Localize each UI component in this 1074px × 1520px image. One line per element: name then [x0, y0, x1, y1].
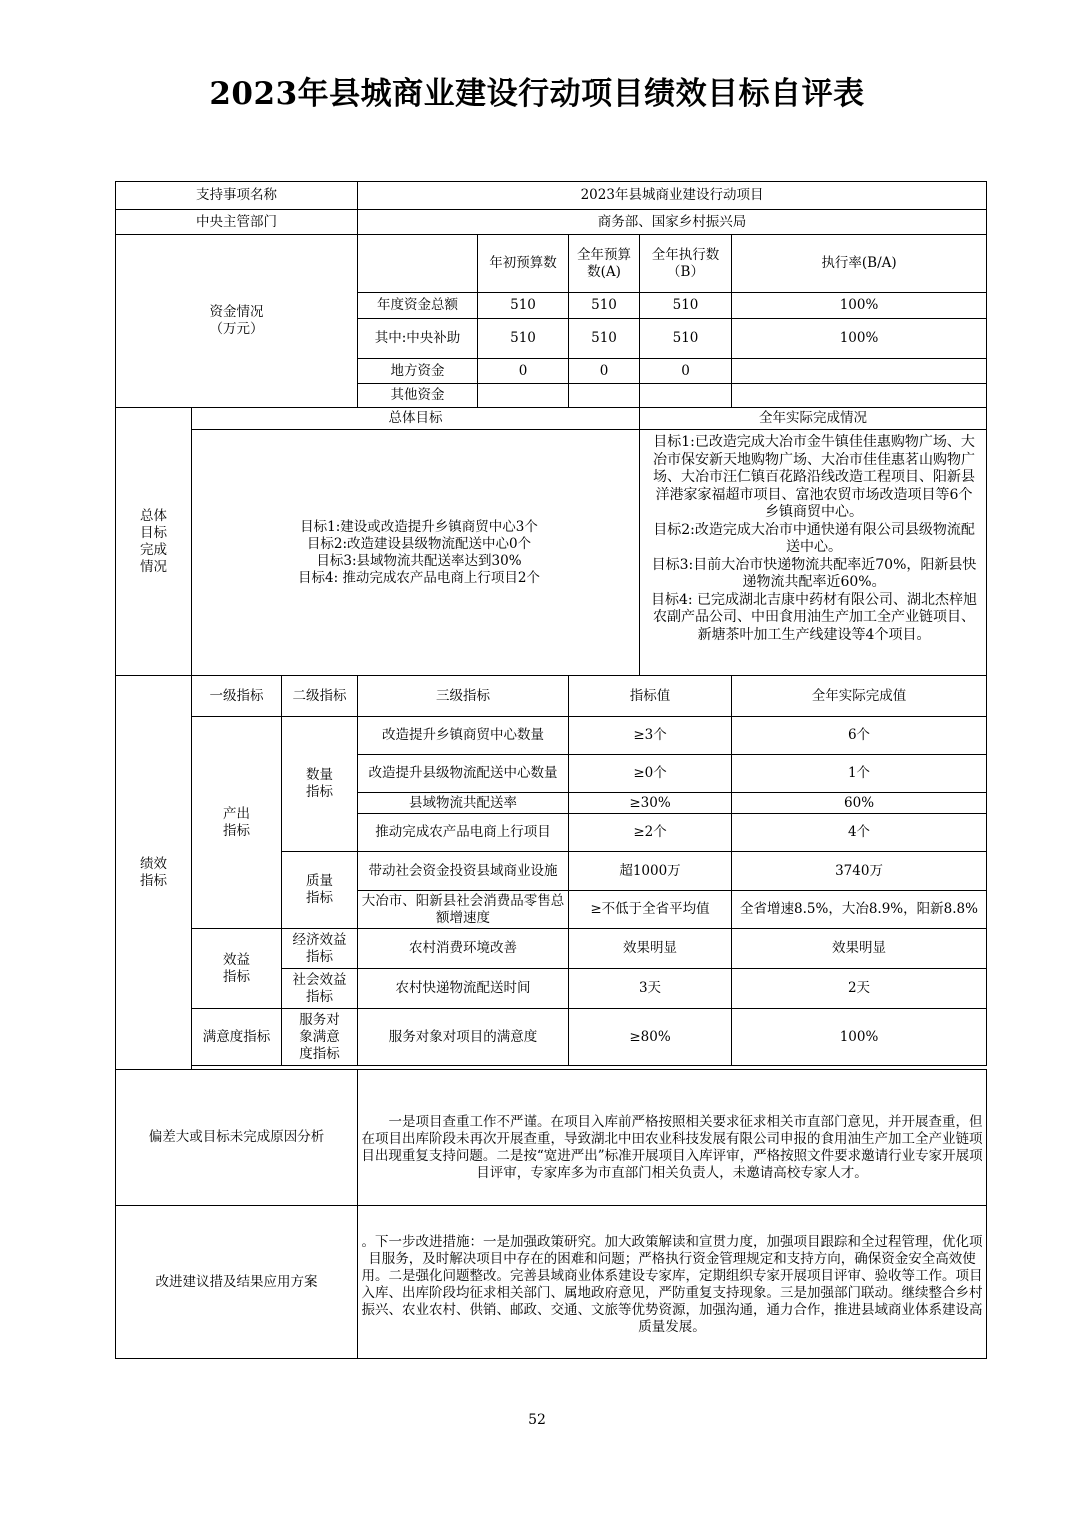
- funds-row-annual: [569, 384, 640, 408]
- indicator-name: 改造提升县级物流配送中心数量: [358, 755, 569, 793]
- indicator-target: ≥2个: [569, 814, 732, 852]
- department-label: 中央主管部门: [116, 210, 358, 235]
- indicators-header-row: [116, 676, 987, 717]
- indicator-name: 县域物流共配送率: [358, 793, 569, 814]
- indicator-name: 带动社会资金投资县域商业设施: [358, 852, 569, 891]
- funds-row-name: 年度资金总额: [358, 293, 478, 319]
- indicator-name: 农村消费环境改善: [358, 929, 569, 969]
- header-level3: 三级指标: [358, 676, 569, 717]
- header-actual: 全年实际完成值: [732, 676, 987, 717]
- indicator-actual: 4个: [732, 814, 987, 852]
- deviation-label: 偏差大或目标未完成原因分析: [116, 1070, 358, 1206]
- overall-actual-header: 全年实际完成情况: [640, 408, 987, 430]
- indicator-name: 农村快递物流配送时间: [358, 969, 569, 1009]
- support-item-value: 2023年县城商业建设行动项目: [358, 182, 987, 210]
- actual-line: 目标3:目前大冶市快递物流共配率近70%，阳新县快递物流共配率近60%。: [651, 556, 977, 590]
- funds-header-executed: 全年执行数（B）: [640, 235, 732, 293]
- funds-header-rate: 执行率(B/A): [732, 235, 987, 293]
- funds-row-annual: 510: [569, 293, 640, 319]
- improvement-paragraph: 。下一步改进措施：一是加强政策研究。加大政策解读和宣贯力度，加强项目跟踪和全过程管理，优化项目服务，及时解决项目中存在的困难和问题；严格执行资金管理规定和支持方向，确保资金安全高效使用。二是强化问题整改。完善县域商业体系建设专家库，定期组织专家开展项目评审、验收等工作。项目入库、出库阶段均征求相关部门、属地政府意见，严防重复支持现象。三是加强部门联动。继续整合乡村振兴、农业农村、供销、邮政、交通、文旅等优势资源，加强沟通，通力合作，推进县域商业体系建设高质量发展。: [361, 1234, 983, 1335]
- overall-label: 总体目标完成情况: [116, 408, 192, 676]
- department-row: [116, 210, 987, 235]
- improvement-text: [358, 1206, 987, 1359]
- funds-row-rate: 100%: [732, 319, 987, 359]
- funds-row-executed: [640, 384, 732, 408]
- overall-goals: [192, 430, 640, 676]
- indicator-actual: 60%: [732, 793, 987, 814]
- improvement-row: [116, 1206, 987, 1359]
- evaluation-table: [115, 181, 987, 1359]
- indicator-target: ≥3个: [569, 717, 732, 755]
- funds-row-initial: 510: [478, 293, 569, 319]
- deviation-paragraph: 一是项目查重工作不严谨。在项目入库前严格按照相关要求征求相关市直部门意见，并开展查重，但在项目出库阶段未再次开展查重，导致湖北中田农业科技发展有限公司申报的食用油生产加工全产业链项目出现重复支持问题。二是按“宽进严出”标准开展项目入库评审，严格按照文件要求邀请行业专家开展项目评审，专家库多为市直部门相关负责人，未邀请高校专家人才。: [361, 1113, 983, 1181]
- funds-header-initial: 年初预算数: [478, 235, 569, 293]
- header-level2: 二级指标: [282, 676, 358, 717]
- indicator-row: [116, 717, 987, 755]
- indicators-label: 绩效指标: [116, 676, 192, 1070]
- overall-content-row: [116, 430, 987, 676]
- funds-row-rate: 100%: [732, 293, 987, 319]
- indicator-target: ≥0个: [569, 755, 732, 793]
- indicator-target: 3天: [569, 969, 732, 1009]
- goal-line: 目标4: 推动完成农产品电商上行项目2个: [297, 569, 541, 586]
- funds-row-initial: 510: [478, 319, 569, 359]
- level2-economic: 经济效益指标: [282, 929, 358, 969]
- funds-row-name: 其他资金: [358, 384, 478, 408]
- indicator-actual: 100%: [732, 1009, 987, 1066]
- header-target: 指标值: [569, 676, 732, 717]
- indicator-row: [116, 929, 987, 969]
- funds-row-executed: 510: [640, 293, 732, 319]
- funds-row-executed: 0: [640, 359, 732, 384]
- funds-header-annual: 全年预算数(A): [569, 235, 640, 293]
- funds-row-annual: 510: [569, 319, 640, 359]
- funds-header-row: [116, 235, 987, 293]
- indicator-name: 服务对象对项目的满意度: [358, 1009, 569, 1066]
- funds-row-name: 地方资金: [358, 359, 478, 384]
- indicator-target: 超1000万: [569, 852, 732, 891]
- header-level1: 一级指标: [192, 676, 282, 717]
- level1-satisfaction: 满意度指标: [192, 1009, 282, 1066]
- overall-header-row: [116, 408, 987, 430]
- funds-header-blank: [358, 235, 478, 293]
- goal-line: 目标3:县域物流共配送率达到30%: [316, 552, 522, 569]
- goal-line: 目标2:改造建设县级物流配送中心0个: [306, 535, 532, 552]
- department-value: 商务部、国家乡村振兴局: [358, 210, 987, 235]
- page-number: 52: [528, 1412, 546, 1428]
- actual-line: 目标4: 已完成湖北吉康中药材有限公司、湖北杰梓旭农副产品公司、中田食用油生产加工全产业链项目、新塘茶叶加工生产线建设等4个项目。: [650, 591, 978, 643]
- indicator-actual: 3740万: [732, 852, 987, 891]
- funds-row-executed: 510: [640, 319, 732, 359]
- level2-quantity: 数量指标: [282, 717, 358, 852]
- actual-line: 目标2:改造完成大冶市中通快递有限公司县级物流配送中心。: [653, 521, 975, 555]
- indicator-name: 大冶市、阳新县社会消费品零售总额增速度: [358, 891, 569, 929]
- deviation-row: [116, 1070, 987, 1206]
- indicator-name: 改造提升乡镇商贸中心数量: [358, 717, 569, 755]
- level2-social: 社会效益指标: [282, 969, 358, 1009]
- indicator-actual: 效果明显: [732, 929, 987, 969]
- level2-service: 服务对象满意度指标: [282, 1009, 358, 1066]
- indicator-actual: 1个: [732, 755, 987, 793]
- indicator-row: [116, 1009, 987, 1066]
- overall-actuals: [640, 430, 987, 676]
- funds-label: 资金情况 （万元）: [116, 235, 358, 408]
- overall-goal-header: 总体目标: [192, 408, 640, 430]
- funds-row-rate: [732, 384, 987, 408]
- indicator-actual: 全省增速8.5%，大冶8.9%，阳新8.8%: [732, 891, 987, 929]
- indicator-target: 效果明显: [569, 929, 732, 969]
- indicator-target: ≥30%: [569, 793, 732, 814]
- level1-output: 产出指标: [192, 717, 282, 929]
- funds-row-initial: [478, 384, 569, 408]
- funds-row-name: 其中:中央补助: [358, 319, 478, 359]
- goal-line: 目标1:建设或改造提升乡镇商贸中心3个: [300, 518, 538, 535]
- improvement-label: 改进建议措及结果应用方案: [116, 1206, 358, 1359]
- indicator-name: 推动完成农产品电商上行项目: [358, 814, 569, 852]
- deviation-text: [358, 1070, 987, 1206]
- actual-line: 目标1:已改造完成大冶市金牛镇佳佳惠购物广场、大冶市保安新天地购物广场、大冶市佳佳惠茗山购物广场、大冶市汪仁镇百花路沿线改造工程项目、阳新县洋港家家福超市项目、富池农贸市场改造项目等6个乡镇商贸中心。: [653, 434, 976, 520]
- indicator-actual: 6个: [732, 717, 987, 755]
- support-item-row: [116, 182, 987, 210]
- level1-benefit: 效益指标: [192, 929, 282, 1009]
- indicator-target: ≥80%: [569, 1009, 732, 1066]
- level2-quality: 质量指标: [282, 852, 358, 929]
- funds-row-initial: 0: [478, 359, 569, 384]
- support-item-label: 支持事项名称: [116, 182, 358, 210]
- page-title: 2023年县城商业建设行动项目绩效目标自评表: [209, 76, 865, 112]
- funds-row-annual: 0: [569, 359, 640, 384]
- funds-row-rate: [732, 359, 987, 384]
- indicator-actual: 2天: [732, 969, 987, 1009]
- indicator-target: ≥不低于全省平均值: [569, 891, 732, 929]
